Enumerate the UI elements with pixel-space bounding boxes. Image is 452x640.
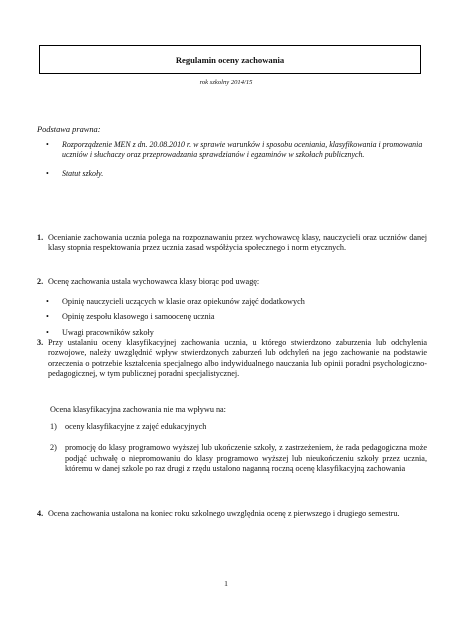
school-year-subtitle: rok szkolny 2014/15 [199,79,253,86]
section-text: Ocena zachowania ustalona na koniec roku szkolnego uwzględnia ocenę z pierwszego i drugiego semestru. [48,509,400,518]
section-1 [37,233,427,254]
section-number: 3. [37,338,44,347]
section-number: 4. [37,509,44,518]
list-item-text: oceny klasyfikacyjne z zajęć edukacyjnych [65,422,207,431]
legal-basis-item: • Rozporządzenie MEN z dn. 20.08.2010 r. w sprawie warunków i sposobu oceniania, klasyfikowania i promowania uczniów i słuchaczy oraz przeprowadzania sprawdzianów i egzaminów w szkołach publicznych. [37,140,427,161]
section-text: Ocenianie zachowania ucznia polega na rozpoznawaniu przez wychowawcę klasy, nauczycieli oraz uczniów danej klasy stopnia respektowania przez ucznia zasad współżycia społecznego i norm etycznych. [48,233,427,253]
section-3 [37,338,427,379]
list-item: • Opinię zespołu klasowego i samoocenę ucznia [37,312,427,322]
legal-basis-item: • Statut szkoły. [37,169,427,179]
list-item: • Uwagi pracowników szkoły [37,328,427,338]
legal-basis-list [37,140,427,187]
list-item: • Opinię nauczycieli uczących w klasie oraz opiekunów zajęć dodatkowych [37,297,427,307]
section-2-list [37,297,427,343]
section-text: Ocenę zachowania ustala wychowawca klasy biorąc pod uwagę: [48,277,260,286]
section-2 [37,277,427,287]
section-number: 1. [37,233,44,242]
list-item-number: 2) [50,443,57,453]
document-title-box [39,45,421,74]
list-item-number: 1) [50,422,57,431]
classification-impact-list [50,422,427,485]
document-title: Regulamin oceny zachowania [175,54,285,65]
page-number: 1 [224,579,228,588]
legal-basis-label: Podstawa prawna: [37,125,101,134]
list-item [50,443,427,474]
section-text: Przy ustalaniu oceny klasyfikacyjnej zachowania ucznia, u którego stwierdzono zaburzenia lub odchylenia rozwojowe, należy uwzględnić wpływ stwierdzonych zaburzeń lub odchyleń na jego zachowanie na podstawie orzeczenia o potrzebie kształcenia specjalnego albo indywidualnego nauczania lub opinii poradni psychologiczno-pedagogicznej, w tym publicznej poradni specjalistycznej. [48,338,427,378]
list-item-text: promocję do klasy programowo wyższej lub ukończenie szkoły, z zastrzeżeniem, że rada pedagogiczna może podjąć uchwałę o niepromowaniu do klasy programowo wyższej lub nieukończeniu szkoły przez ucznia, któremu w danej szkole po raz drugi z rzędu ustalono naganną roczną ocenę klasyfikacyjną zachowania [65,443,427,473]
classification-impact-label: Ocena klasyfikacyjna zachowania nie ma wpływu na: [50,405,226,414]
section-4 [37,509,427,519]
section-number: 2. [37,277,44,286]
list-item [50,422,427,432]
